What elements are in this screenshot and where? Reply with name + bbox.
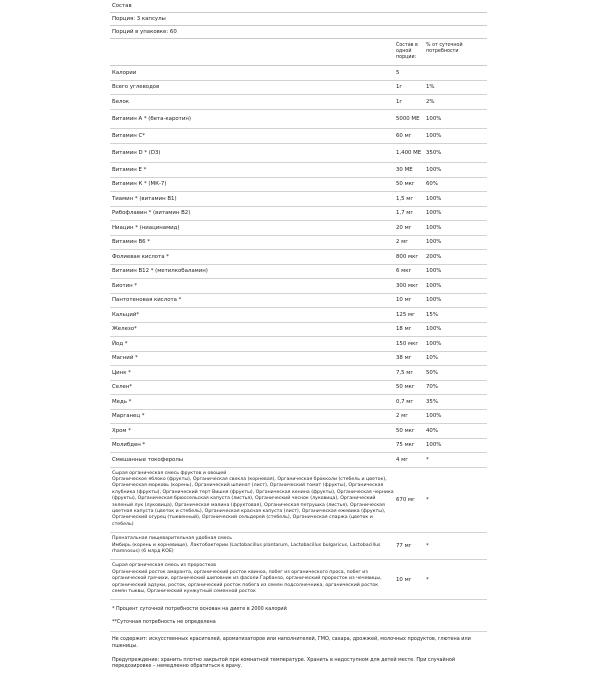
row-dv: 200% [426,253,442,260]
table-row [110,366,487,381]
table-row [110,66,487,81]
row-amount: 150 мкг [396,340,419,347]
footnote-undefined: **Суточная потребность не определена [112,618,216,625]
row-name: Всего углеводов [112,84,160,91]
row-name: Молибден * [112,442,146,449]
table-row [110,81,487,96]
table-row [110,144,487,164]
row-amount: 0,7 мг [396,398,414,405]
table-row [110,129,487,144]
row-amount: 2 мг [396,413,409,420]
storage-warning: Предупреждение: хранить плотно закрытой при комнатной температуре. Хранить в недоступном для детей месте. При случайной передозировке – немедленно обратиться к врачу. [112,657,456,670]
table-row [110,352,487,367]
row-name: Пантотеновая кислота * [112,297,182,304]
row-amount: 2 мг [396,239,409,246]
blend-title: Сырая органическая смесь из проростков [112,563,217,569]
row-name: Тиамин * (витамин B1) [112,195,177,202]
row-dv: 70% [426,384,438,391]
row-dv: 100% [426,239,442,246]
blend-description [110,468,396,533]
blend-rows [110,468,487,601]
row-amount: 10 мг [396,297,412,304]
supplement-facts-table [110,0,487,674]
row-amount: 50 мкг [396,181,415,188]
serving-size: Порция: 3 капсулы [110,13,487,26]
row-name: Ниацин * (ниацинамид) [112,224,180,231]
row-amount: 18 мг [396,326,412,333]
table-row [110,163,487,178]
table-row [110,110,487,130]
blend-amount: 10 мг [396,576,412,583]
row-dv: 50% [426,369,438,376]
row-dv: 100% [426,282,442,289]
row-name: Витамин D * (D3) [112,149,161,156]
row-dv: 100% [426,413,442,420]
row-amount: 30 МЕ [396,166,413,173]
row-amount: 75 мкг [396,442,415,449]
row-name: Цинк * [112,369,131,376]
row-name: Хром * [112,427,131,434]
row-name: Витамин А * (бета-каротин) [112,115,191,122]
row-dv: 35% [426,398,438,405]
table-row [110,95,487,110]
row-dv: 100% [426,340,442,347]
table-row [110,250,487,265]
column-header [110,39,487,66]
blend-row [110,468,487,534]
row-name: Рибофлавин * (витамин B2) [112,210,191,217]
row-name: Витамин Е * [112,166,147,173]
row-amount: 50 мкг [396,427,415,434]
row-amount: 300 мкг [396,282,419,289]
table-row [110,207,487,222]
table-row [110,221,487,236]
row-name: Смешанные токоферолы [112,456,184,463]
table-row [110,294,487,309]
column-header-amount: Состав в одной порции: [396,43,418,60]
row-dv: 100% [426,166,442,173]
table-row [110,395,487,410]
row-amount: 4 мг [396,456,409,463]
blend-row [110,560,487,600]
row-dv: 1% [426,84,435,91]
table-row [110,323,487,338]
row-dv: 100% [426,115,442,122]
row-name: Витамин К * (МК-7) [112,181,167,188]
row-name: Селен* [112,384,133,391]
table-row [110,337,487,352]
row-amount: 60 мг [396,132,412,139]
row-dv: 100% [426,132,442,139]
row-name: Витамин В6 * [112,239,150,246]
blend-title: Сырая органическая смесь фруктов и овощей [112,470,227,476]
row-name: Кальций* [112,311,140,318]
row-dv: 350% [426,149,442,156]
row-amount: 1,7 мг [396,210,414,217]
row-dv: 100% [426,297,442,304]
row-dv: 100% [426,210,442,217]
table-row [110,236,487,251]
column-header-name [110,39,396,65]
blend-description [110,533,396,559]
free-of-statement: Не содержит: искусственных красителей, ароматизаторов или наполнителей, ГМО, сахара, дрожжей, молочных продуктов, глютена или пшеницы. [112,636,471,649]
table-row [110,410,487,425]
servings-per-pack: Порций в упаковке: 60 [110,26,487,39]
table-row [110,192,487,207]
table-row [110,424,487,439]
row-dv: 100% [426,195,442,202]
row-amount: 6 мкг [396,268,412,275]
row-dv: 15% [426,311,438,318]
row-amount: 1,5 мг [396,195,414,202]
table-row [110,178,487,193]
row-amount: 5000 МЕ [396,115,420,122]
row-name: Калории [112,69,137,76]
table-row [110,308,487,323]
row-amount: 50 мкг [396,384,415,391]
row-amount: 5 [396,69,400,76]
row-name: Железо* [112,326,137,333]
row-dv: * [426,456,429,463]
row-dv: 100% [426,326,442,333]
row-name: Витамин С* [112,132,145,139]
blend-title: Пренатальная пищеварительная удобная смесь [112,536,232,542]
row-amount: 1г [396,84,403,91]
row-name: Биотин * [112,282,138,289]
blend-amount: 77 мг [396,543,412,550]
table-row [110,381,487,396]
row-amount: 20 мг [396,224,412,231]
table-title: Состав [110,0,487,13]
row-amount: 38 мг [396,355,412,362]
blend-row [110,533,487,560]
blend-dv: * [426,576,429,583]
blend-description [110,560,396,599]
row-amount: 800 мкг [396,253,419,260]
table-row [110,453,487,468]
blend-dv: * [426,496,429,503]
row-dv: 100% [426,224,442,231]
blend-dv: * [426,543,429,550]
row-name: Витамин В12 * (метилкобаламин) [112,268,208,275]
row-name: Белок [112,98,130,105]
row-name: Магний * [112,355,138,362]
footnotes [110,600,487,632]
row-amount: 125 мг [396,311,415,318]
nutrient-rows [110,66,487,468]
row-dv: 100% [426,268,442,275]
row-name: Медь * [112,398,132,405]
blend-ingredients: Имбирь (корень и корневище), Лактобактерии (Lactobacillus plantarum, Lactobacillus bulgaricus, Lactobacillus rhamnosus) (6 млрд КОЕ) [112,542,381,554]
table-row [110,279,487,294]
row-amount: 1г [396,98,403,105]
blend-ingredients: Органическое яблоко (фрукты), Органическая свекла (корневая), Органическая брокколи (стебель и цветок), Органическая морковь (корень), Органический шпинат (лист), Органический томат (фрукты), Органическая клубника (фрукты), Органический терт Вишня (фрукты), Органическая кенина (фрукты), Органическая черника (фрукты), Органическая брюссельская капуста (листья), Органический чеснок (луковица), Органический зеленый лук (луковица), Органическая малина (фруктовая), Органическая петрушка (листья), Органическая цветная капуста (цветок и стебель), Органическая красная капуста (лист), Органическая ежевика (фрукты), Органический огурец (тыквенный), Органический сельдерей (стебель), Органическая спаржа (цветок и стебель) [112,476,394,527]
table-row [110,439,487,454]
blend-ingredients: Органический росток амаранта, органический росток квиноа, побег из органического проса, побег из органической гречихи, органический шиповник из фасоли Гарбанзо, органический проросток из чечевицы, органический адзуки, росток, органический росток побега из семян подсолнечника, органический росток семян тыквы, Органический кунжутный семенной росток [112,569,382,594]
row-amount: 7,5 мг [396,369,414,376]
row-dv: 40% [426,427,438,434]
row-dv: 2% [426,98,435,105]
row-dv: 10% [426,355,438,362]
row-dv: 60% [426,181,438,188]
column-header-dv: % от суточной потребности [426,43,463,54]
row-amount: 1,400 МЕ [396,149,422,156]
blend-amount: 670 мг [396,496,415,503]
table-row [110,265,487,280]
row-dv: 100% [426,442,442,449]
row-name: Фолиевая кислота * [112,253,169,260]
row-name: Йод * [112,340,128,347]
footnote-daily-value: * Процент суточной потребности основан на диете в 2000 калорий [112,606,287,613]
row-name: Марганец * [112,413,145,420]
